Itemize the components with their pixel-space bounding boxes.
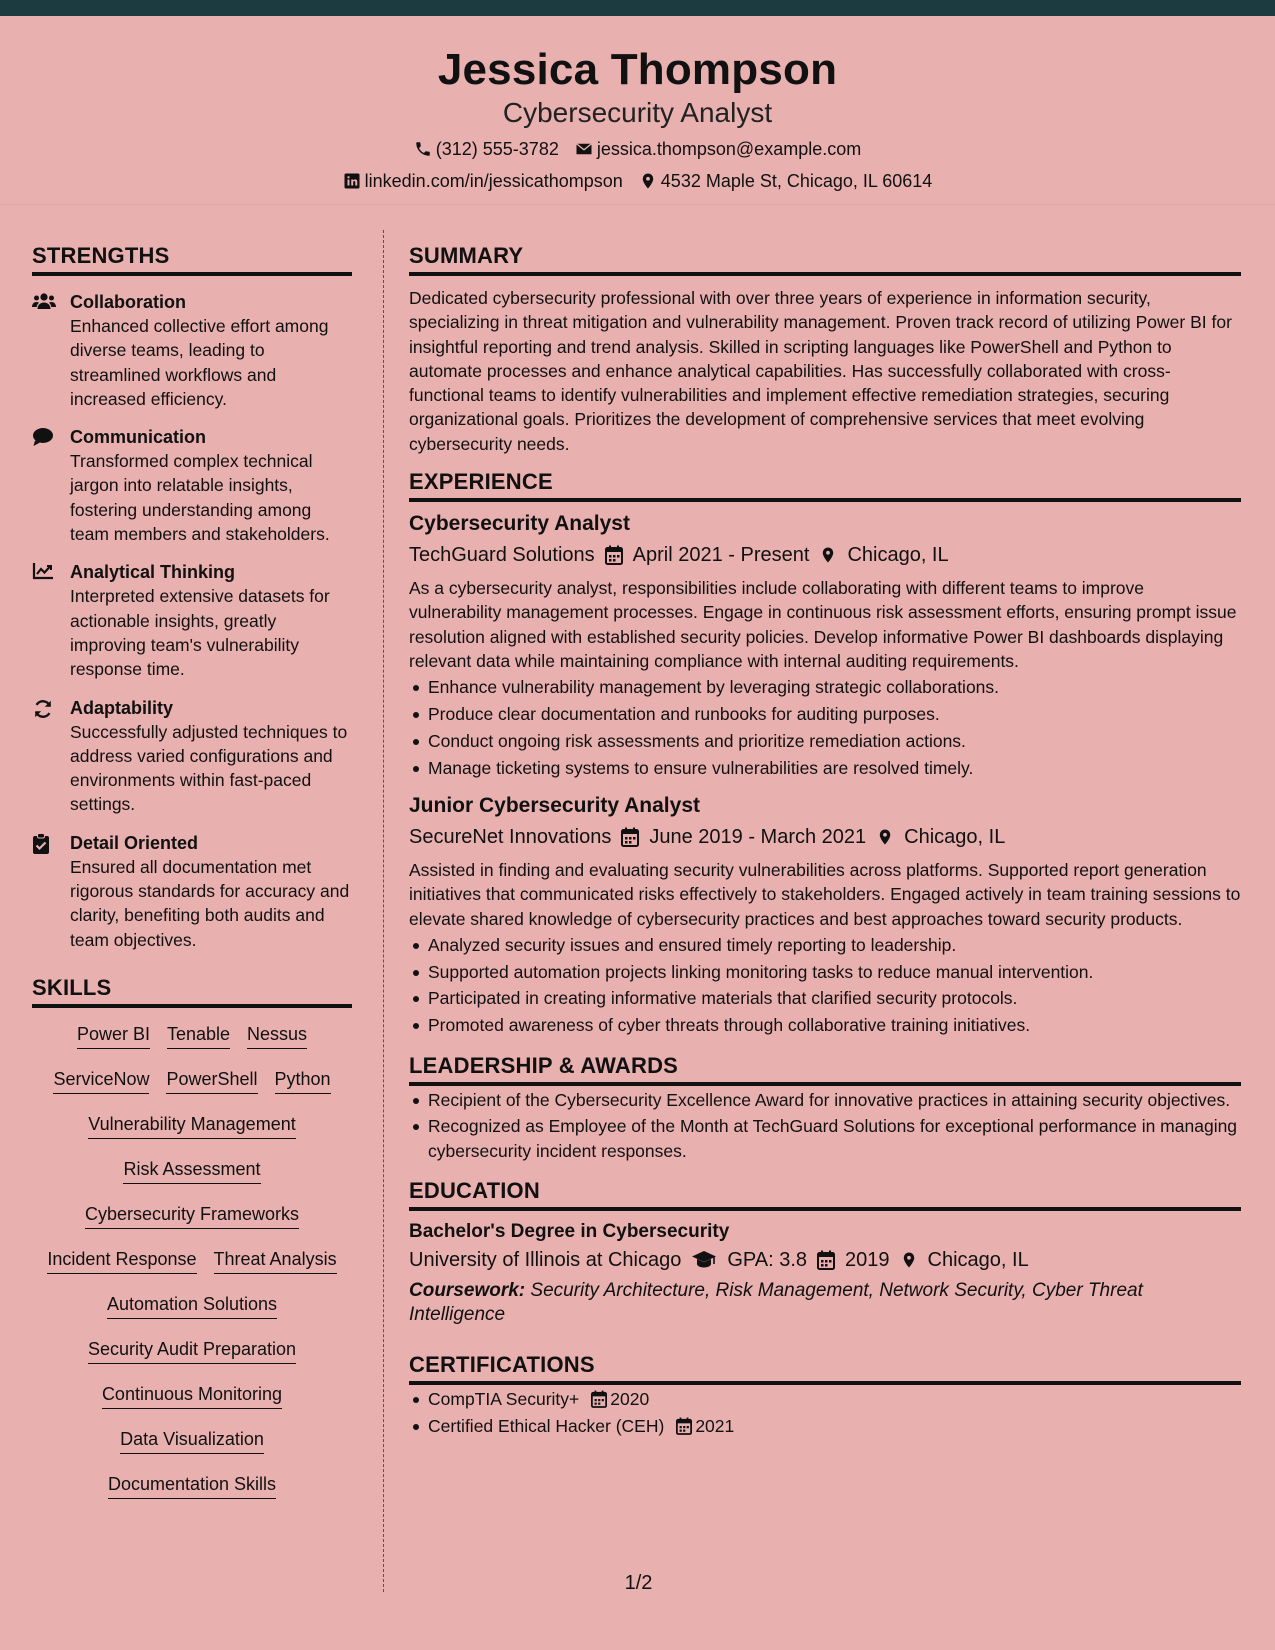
resume-header (0, 16, 1275, 204)
candidate-name: Jessica Thompson (437, 45, 838, 94)
job-dates: April 2021 - Present (632, 544, 810, 567)
coursework-label: Coursework: (409, 1279, 526, 1301)
skill-tag: Data Visualization (120, 1427, 264, 1454)
skill-tag: Security Audit Preparation (88, 1337, 296, 1364)
top-accent-bar (0, 0, 1275, 16)
skill-row (32, 1202, 352, 1247)
skills-list (32, 1022, 352, 1517)
strength-item (32, 560, 352, 681)
candidate-title: Cybersecurity Analyst (502, 97, 773, 128)
job-entry (409, 510, 1241, 780)
job-description: Assisted in finding and evaluating security vulnerabilities across platforms. Supported report generation initiatives that communicated risks effectively to stakeholders. Engaged actively in team training sessions to elevate shared knowledge of cybersecurity practices and best approaches toward security products. (409, 859, 1241, 929)
list-item: Produce clear documentation and runbooks for auditing purposes. (409, 702, 1241, 726)
linkedin-icon (343, 172, 361, 190)
skill-row (32, 1247, 352, 1292)
job-meta (409, 822, 1241, 852)
leadership-heading: LEADERSHIP & AWARDS (409, 1052, 1241, 1086)
skill-tag: Continuous Monitoring (102, 1382, 282, 1409)
map-marker-icon (639, 172, 657, 190)
calendar-icon (676, 1417, 692, 1435)
header-separator (0, 204, 1275, 205)
strength-desc: Interpreted extensive datasets for actionable insights, greatly improving team's vulnerability response time. (70, 586, 330, 680)
users-icon (32, 292, 56, 310)
skill-row (32, 1067, 352, 1112)
right-column (409, 242, 1241, 1441)
strength-item (32, 290, 352, 411)
job-description: As a cybersecurity analyst, responsibilities include collaborating with different teams to improve vulnerability management processes. Engage in continuous risk assessment efforts, ensuring prompt issue resolution aligned with established security policies. Develop informative Power BI dashboards displaying relevant data while maintaining compliance with internal auditing requirements. (409, 578, 1237, 671)
skill-row (32, 1337, 352, 1382)
strength-name: Collaboration (70, 292, 186, 312)
strength-name: Detail Oriented (70, 832, 199, 853)
company-name: SecureNet Innovations (409, 825, 612, 848)
strength-name: Communication (70, 427, 207, 448)
job-location: Chicago, IL (904, 825, 1006, 848)
cert-year: 2020 (610, 1388, 650, 1409)
contact-row-2 (0, 170, 1275, 192)
strengths-heading: STRENGTHS (32, 242, 352, 276)
company-name: TechGuard Solutions (409, 544, 595, 567)
list-item: Promoted awareness of cyber threats through collaborative training initiatives. (409, 1013, 1241, 1037)
graduation-cap-icon (691, 1250, 717, 1270)
coursework (409, 1279, 1241, 1327)
job-dates: June 2019 - March 2021 (649, 825, 867, 848)
phone-contact[interactable] (414, 138, 559, 160)
job-title: Junior Cybersecurity Analyst (409, 793, 700, 817)
skill-tag: Tenable (167, 1022, 230, 1049)
linkedin-contact[interactable] (343, 170, 623, 192)
phone-text: (312) 555-3782 (435, 139, 559, 159)
job-location: Chicago, IL (847, 544, 949, 567)
education-meta (409, 1245, 1241, 1275)
strength-name: Adaptability (70, 697, 174, 718)
chart-line-icon (32, 562, 54, 580)
envelope-icon (575, 140, 593, 158)
list-item: Recognized as Employee of the Month at TechGuard Solutions for exceptional performance in managing cybersecurity incident responses. (409, 1114, 1241, 1163)
job-bullets (409, 933, 1241, 1038)
skill-tag: Automation Solutions (107, 1292, 277, 1319)
coursework-text: Security Architecture, Risk Management, Network Security, Cyber Threat Intelligence (409, 1279, 1143, 1325)
skill-tag: Power BI (77, 1022, 150, 1049)
cert-year: 2021 (695, 1415, 735, 1436)
school-location: Chicago, IL (927, 1248, 1029, 1271)
list-item: Supported automation projects linking monitoring tasks to reduce manual intervention. (409, 960, 1241, 984)
graduation-year: 2019 (845, 1248, 890, 1271)
strength-desc: Transformed complex technical jargon into relatable insights, fostering understanding among team members and stakeholders. (70, 451, 330, 545)
clipboard-check-icon (32, 833, 50, 855)
address-text: 4532 Maple St, Chicago, IL 60614 (660, 171, 933, 191)
skill-row (32, 1112, 352, 1157)
strength-name: Analytical Thinking (70, 562, 236, 583)
linkedin-text: linkedin.com/in/jessicathompson (364, 171, 623, 191)
skill-row (32, 1382, 352, 1427)
phone-icon (414, 140, 432, 158)
strength-item (32, 831, 352, 952)
strength-desc: Enhanced collective effort among diverse teams, leading to streamlined workflows and increased efficiency. (70, 316, 329, 409)
skill-tag: Python (275, 1067, 331, 1094)
skill-tag: PowerShell (166, 1067, 257, 1094)
list-item: Analyzed security issues and ensured timely reporting to leadership. (409, 933, 1241, 957)
email-contact[interactable] (575, 138, 861, 160)
certifications-list (409, 1387, 1241, 1438)
job-meta (409, 540, 1241, 570)
list-item: Recipient of the Cybersecurity Excellence Award for innovative practices in attaining security objectives. (409, 1088, 1241, 1112)
map-marker-icon (819, 545, 837, 565)
map-marker-icon (900, 1250, 918, 1270)
email-text: jessica.thompson@example.com (596, 139, 862, 159)
strength-item (32, 696, 352, 817)
school-name: University of Illinois at Chicago (409, 1248, 682, 1271)
skill-row (32, 1157, 352, 1202)
skill-row (32, 1472, 352, 1517)
strength-item (32, 425, 352, 546)
strength-desc: Successfully adjusted techniques to address varied configurations and environments within fast-paced settings. (70, 721, 348, 815)
job-title: Cybersecurity Analyst (409, 512, 630, 536)
calendar-icon (817, 1250, 835, 1270)
cert-year-group (591, 1387, 649, 1411)
column-divider (383, 230, 384, 1592)
calendar-icon (605, 545, 623, 565)
skill-tag: Documentation Skills (108, 1472, 276, 1499)
summary-text: Dedicated cybersecurity professional with over three years of experience in information security, specializing in threat mitigation and vulnerability management. Proven track record of utilizing Power BI for insightful reporting and trend analysis. Skilled in scripting languages like PowerShell and Python to automate processes and enhance analytical capabilities. Has successfully collaborated with cross-functional teams to identify vulnerabilities and implement effective remediation strategies, securing organizational goals. Prioritizes the development of comprehensive services that meet evolving cybersecurity needs. (409, 288, 1232, 454)
skill-tag: Cybersecurity Frameworks (85, 1202, 299, 1229)
map-marker-icon (876, 827, 894, 847)
job-entry (409, 792, 1241, 1038)
skill-tag: Risk Assessment (123, 1157, 260, 1184)
skill-tag: ServiceNow (53, 1067, 149, 1094)
experience-heading: EXPERIENCE (409, 468, 1241, 502)
list-item (409, 1414, 1241, 1438)
skills-heading: SKILLS (32, 974, 352, 1008)
skill-tag: Nessus (247, 1022, 307, 1049)
comment-icon (32, 427, 54, 447)
list-item: Conduct ongoing risk assessments and prioritize remediation actions. (409, 729, 1241, 753)
summary-heading: SUMMARY (409, 242, 1241, 276)
sync-icon (32, 698, 54, 720)
degree-title: Bachelor's Degree in Cybersecurity (409, 1220, 730, 1242)
skill-tag: Threat Analysis (214, 1247, 337, 1274)
left-column (32, 242, 352, 1517)
calendar-icon (591, 1390, 607, 1408)
list-item: Enhance vulnerability management by leveraging strategic collaborations. (409, 675, 1241, 699)
cert-name: CompTIA Security+ (428, 1388, 580, 1409)
skill-row (32, 1427, 352, 1472)
list-item: Participated in creating informative materials that clarified security protocols. (409, 986, 1241, 1010)
leadership-list (409, 1088, 1241, 1163)
skill-row (32, 1292, 352, 1337)
calendar-icon (621, 827, 639, 847)
certifications-heading: CERTIFICATIONS (409, 1351, 1241, 1385)
skill-tag: Incident Response (47, 1247, 196, 1274)
job-bullets (409, 675, 1241, 780)
contact-row-1 (0, 138, 1275, 160)
gpa-text: GPA: 3.8 (727, 1248, 808, 1271)
page-number: 1/2 (624, 1572, 653, 1594)
list-item: Manage ticketing systems to ensure vulnerabilities are resolved timely. (409, 756, 1241, 780)
strength-desc: Ensured all documentation met rigorous standards for accuracy and clarity, benefiting both audits and team objectives. (70, 856, 350, 950)
list-item (409, 1387, 1241, 1411)
cert-name: Certified Ethical Hacker (CEH) (428, 1415, 665, 1436)
cert-year-group (676, 1414, 734, 1438)
address-contact (639, 170, 933, 192)
skill-tag: Vulnerability Management (88, 1112, 295, 1139)
education-heading: EDUCATION (409, 1177, 1241, 1211)
skill-row (32, 1022, 352, 1067)
